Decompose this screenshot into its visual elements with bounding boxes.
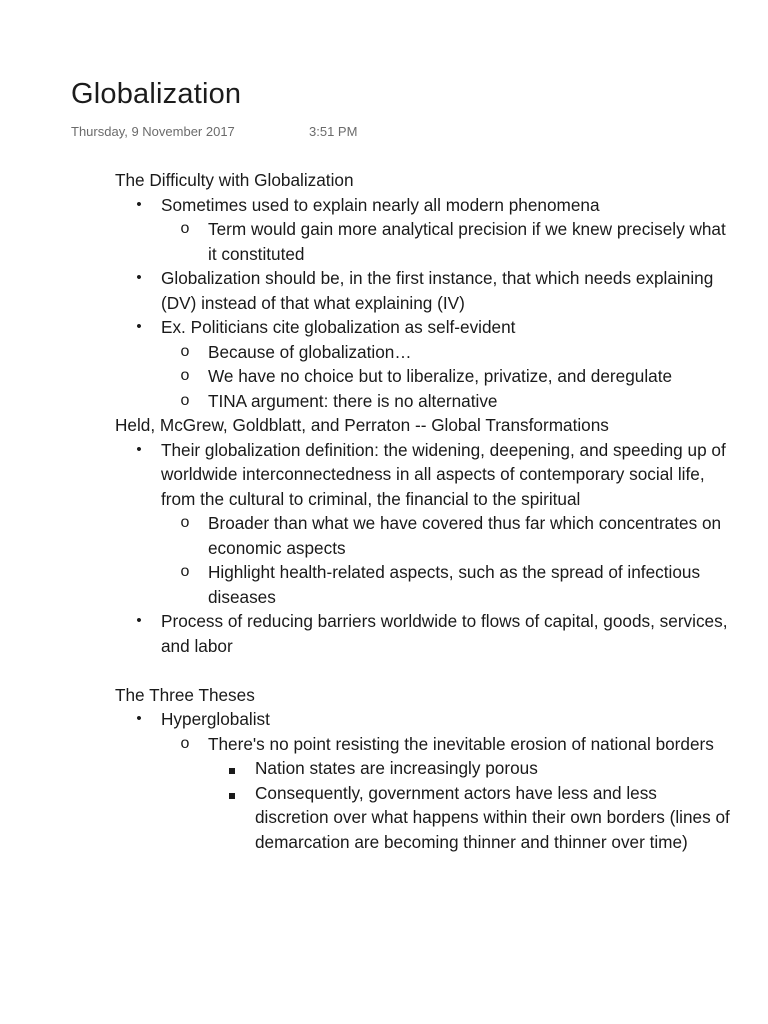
bullet-text: Because of globalization…	[208, 341, 412, 362]
page-metadata	[71, 124, 358, 139]
sub-bullet-item	[115, 340, 735, 365]
note-body	[115, 168, 735, 854]
bullet-item	[115, 193, 735, 218]
bullet-text: Process of reducing barriers worldwide to flows of capital, goods, services, and labor	[161, 611, 728, 656]
section-heading-held: Held, McGrew, Goldblatt, and Perraton -- Global Transformations	[115, 415, 609, 435]
sub-bullet-item	[115, 560, 735, 609]
bullet-item	[115, 438, 735, 512]
sub-bullet-item	[115, 217, 735, 266]
section-heading-theses: The Three Theses	[115, 684, 255, 705]
bullet-square-icon	[225, 756, 239, 781]
bullet-circle-icon: o	[180, 391, 190, 409]
bullet-text: There's no point resisting the inevitable erosion of national borders	[208, 733, 714, 754]
bullet-text: Globalization should be, in the first instance, that which needs explaining (DV) instead of that what explaining (IV)	[161, 268, 714, 313]
bullet-text: Ex. Politicians cite globalization as self-evident	[161, 317, 516, 337]
bullet-text: Broader than what we have covered thus far which concentrates on economic aspects	[208, 513, 722, 558]
bullet-text: Term would gain more analytical precision if we knew precisely what it constituted	[208, 219, 726, 264]
page-bottom-cutoff	[0, 946, 768, 1024]
bullet-text: Their globalization definition: the widening, deepening, and speeding up of worldwide interconnectedness in all aspects of contemporary social life, from the cultural to criminal, the financial to the spiritual	[161, 439, 726, 509]
sub-bullet-item	[115, 732, 735, 757]
page-title: Globalization	[71, 78, 242, 110]
sub-sub-bullet-item	[115, 781, 735, 855]
sub-bullet-item	[115, 364, 735, 389]
bullet-dot-icon: •	[136, 195, 142, 213]
bullet-text: Sometimes used to explain nearly all modern phenomena	[161, 194, 600, 215]
bullet-item	[115, 707, 735, 732]
page-date: Thursday, 9 November 2017	[71, 124, 235, 139]
bullet-text: TINA argument: there is no alternative	[208, 390, 498, 411]
bullet-dot-icon: •	[136, 440, 142, 458]
page-time: 3:51 PM	[309, 124, 358, 139]
bullet-item	[115, 266, 735, 315]
bullet-circle-icon: o	[180, 367, 190, 384]
bullet-circle-icon: o	[180, 220, 190, 237]
bullet-text: Highlight health-related aspects, such as the spread of infectious diseases	[208, 562, 701, 607]
bullet-square-icon	[225, 781, 239, 806]
bullet-dot-icon: •	[136, 612, 142, 629]
bullet-dot-icon: •	[136, 318, 142, 335]
bullet-text: Hyperglobalist	[161, 709, 270, 729]
bullet-circle-icon: o	[180, 563, 190, 580]
bullet-item	[115, 315, 735, 340]
bullet-circle-icon: o	[180, 514, 190, 531]
section-heading-difficulty: The Difficulty with Globalization	[115, 170, 354, 190]
bullet-circle-icon: o	[180, 734, 190, 752]
blank-line	[115, 658, 735, 683]
sub-bullet-item	[115, 389, 735, 414]
bullet-item	[115, 609, 735, 658]
bullet-text: Nation states are increasingly porous	[255, 758, 538, 778]
bullet-text: We have no choice but to liberalize, privatize, and deregulate	[208, 366, 673, 386]
sub-sub-bullet-item	[115, 756, 735, 781]
sub-bullet-item	[115, 511, 735, 560]
bullet-circle-icon: o	[180, 342, 190, 360]
bullet-dot-icon: •	[136, 269, 142, 286]
bullet-text: Consequently, government actors have less and less discretion over what happens within their own borders (lines of demarcation are becoming thinner and thinner over time)	[255, 782, 730, 852]
bullet-dot-icon: •	[136, 710, 142, 727]
